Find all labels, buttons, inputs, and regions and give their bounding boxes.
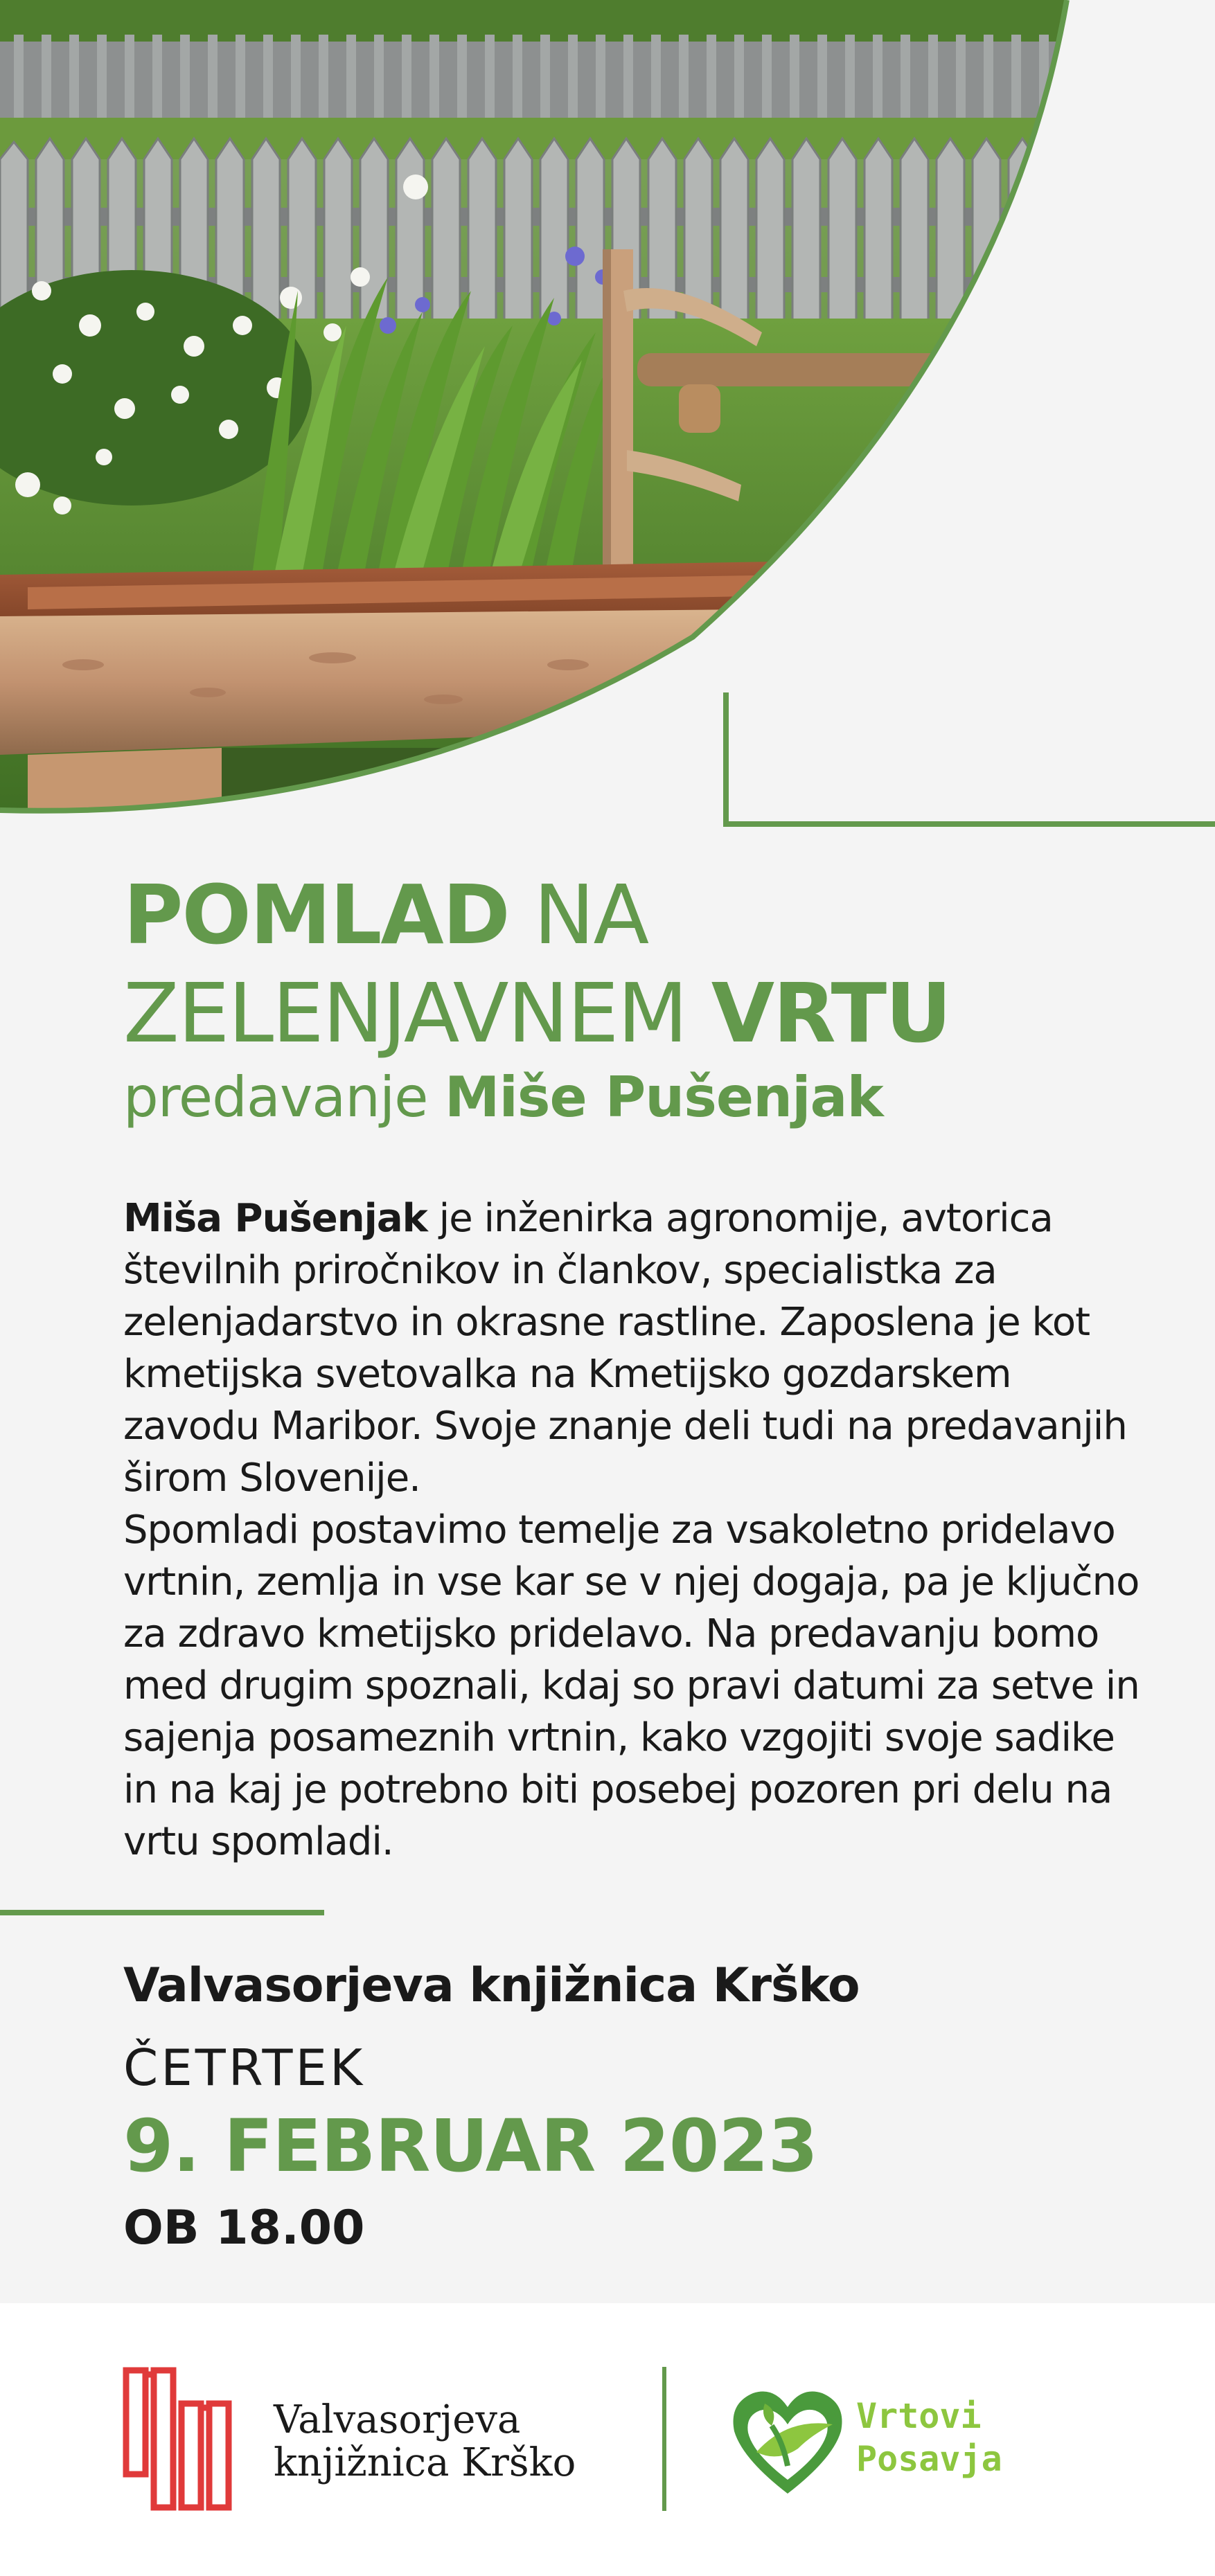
partner-name-line-2: Posavja — [856, 2439, 1002, 2479]
footer-separator — [662, 2367, 666, 2511]
subtitle-prefix: predavanje — [123, 1065, 445, 1129]
event-day: ČETRTEK — [123, 2039, 366, 2097]
title-word-zelenjavnem: ZELENJAVNEM — [123, 965, 711, 1061]
garden-photo — [0, 0, 1215, 831]
title-word-vrtu: VRTU — [711, 965, 950, 1061]
description-paragraph-2: Spomladi postavimo temelje za vsakoletno pridelavo vrtnin, zemlja in vse kar se v njej dogaja, pa je ključno za zdravo kmetijsko pridelavo. Na predavanju bomo med drugim spoznali, kdaj so pravi datumi za setve in sajenja posameznih vrtnin, kako vzgojiti svoje sadike in na kaj je potrebno biti posebej pozoren pri delu na vrtu spomladi. — [123, 1508, 1139, 1864]
event-venue: Valvasorjeva knjižnica Krško — [123, 1958, 860, 2013]
library-name-line-2: knjižnica Krško — [274, 2440, 576, 2485]
title-word-na: NA — [508, 867, 648, 963]
section-divider — [0, 1910, 324, 1915]
library-name — [274, 2399, 576, 2485]
event-time: OB 18.00 — [123, 2201, 365, 2255]
description-speaker-name: Miša Pušenjak — [123, 1196, 427, 1241]
valvasor-library-logo-icon — [122, 2366, 233, 2512]
event-subtitle — [123, 1063, 883, 1132]
description-text-1: je inženirka agronomije, avtorica številnih priročnikov in člankov, specialistka za zelenjadarstvo in okrasne rastline. Zaposlena je kot kmetijska svetovalka na Kmetijsko gozdarskem zavodu Maribor. Svoje znanje deli tudi na predavanjih širom Slovenije. — [123, 1196, 1127, 1501]
title-word-pomlad: POMLAD — [123, 867, 509, 963]
heart-sprout-logo-icon — [729, 2376, 846, 2501]
event-title — [123, 866, 950, 1062]
footer — [0, 2303, 1215, 2576]
partner-name-line-1: Vrtovi — [856, 2396, 982, 2436]
library-name-line-1: Valvasorjeva — [274, 2397, 521, 2442]
event-date: 9. FEBRUAR 2023 — [123, 2104, 817, 2188]
description-paragraph-1 — [123, 1192, 1149, 1504]
partner-name — [856, 2395, 1002, 2480]
event-description — [123, 1192, 1149, 1868]
speaker-name: Miše Pušenjak — [444, 1065, 883, 1129]
